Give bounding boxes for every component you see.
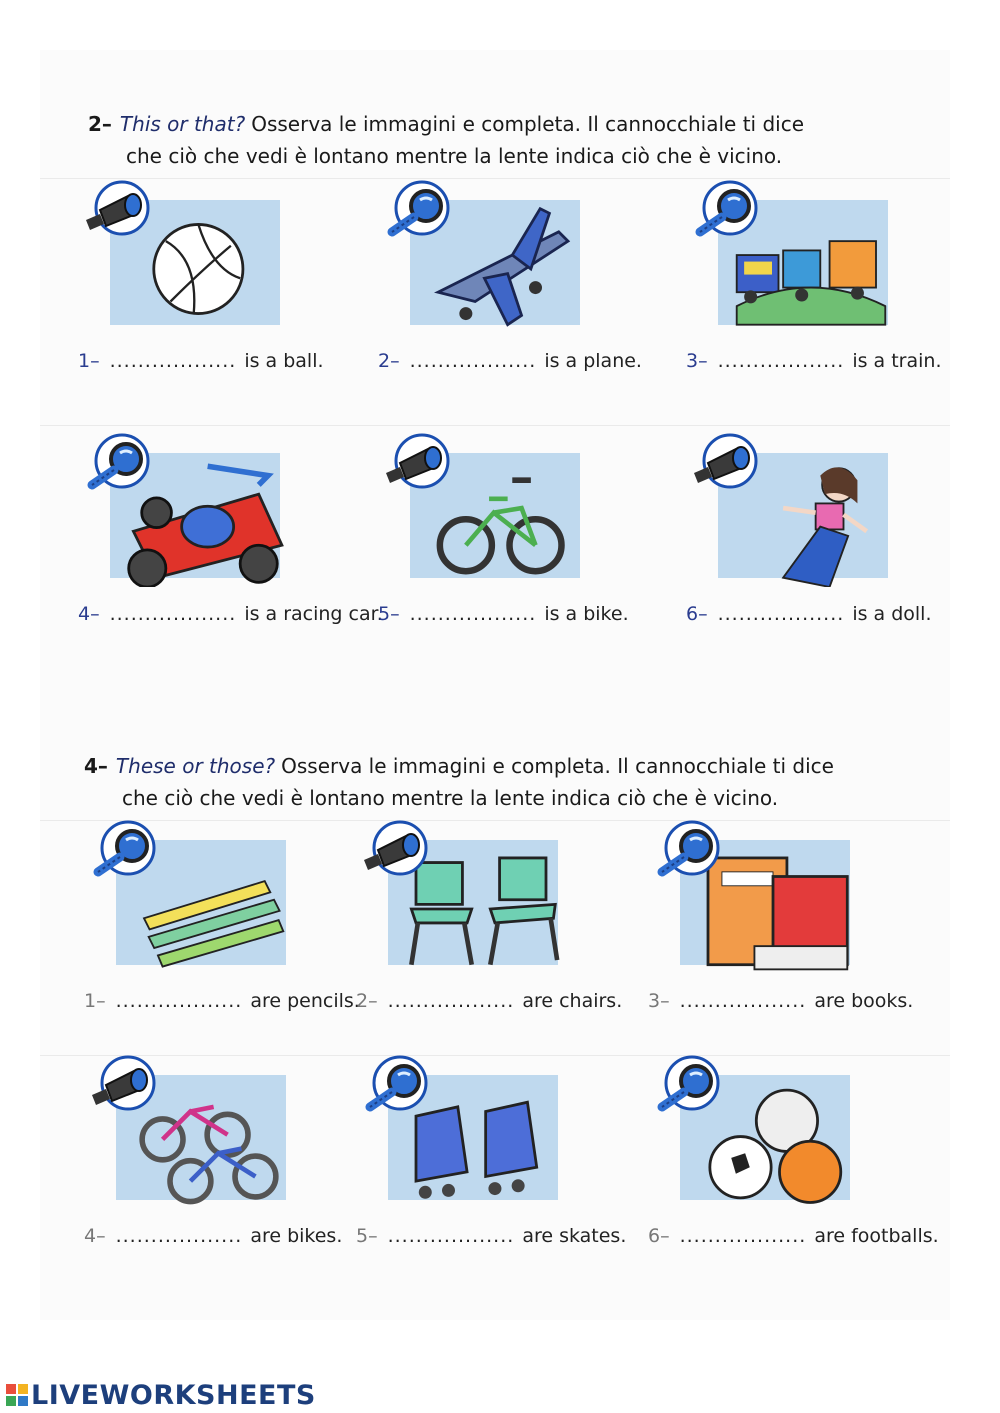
divider — [40, 425, 950, 426]
answer-blank[interactable]: .................. — [409, 603, 537, 625]
sentence-text: are skates. — [522, 1225, 627, 1247]
item-number: 2– — [356, 990, 378, 1012]
sentence-text: is a train. — [852, 350, 942, 372]
sentence-text: are pencils. — [250, 990, 360, 1012]
item-number: 3– — [648, 990, 670, 1012]
section1-item-4 — [78, 433, 383, 663]
item-number: 5– — [378, 603, 400, 625]
sentence-caption — [78, 603, 383, 625]
answer-blank[interactable]: .................. — [115, 1225, 243, 1247]
sentence-caption — [356, 1225, 626, 1247]
answer-blank[interactable]: .................. — [109, 350, 237, 372]
logo-mark-icon — [6, 1384, 28, 1406]
section2-heading — [84, 750, 834, 814]
sentence-text: are chairs. — [522, 990, 623, 1012]
sentence-caption — [78, 350, 324, 372]
section2-question: These or those? — [115, 754, 276, 778]
item-number: 3– — [686, 350, 708, 372]
magnifier-icon — [378, 180, 458, 240]
telescope-icon — [78, 180, 158, 240]
item-number: 6– — [686, 603, 708, 625]
answer-blank[interactable]: .................. — [387, 1225, 515, 1247]
item-number: 2– — [378, 350, 400, 372]
answer-blank[interactable]: .................. — [679, 990, 807, 1012]
sentence-text: is a plane. — [544, 350, 642, 372]
answer-blank[interactable]: .................. — [109, 603, 237, 625]
answer-blank[interactable]: .................. — [717, 603, 845, 625]
sentence-caption — [686, 603, 932, 625]
section1-number: 2– — [88, 112, 112, 136]
telescope-icon — [84, 1055, 164, 1115]
sentence-text: is a ball. — [244, 350, 324, 372]
sentence-text: is a bike. — [544, 603, 629, 625]
telescope-icon — [686, 433, 766, 493]
answer-blank[interactable]: .................. — [115, 990, 243, 1012]
telescope-icon — [378, 433, 458, 493]
logo-text: LIVEWORKSHEETS — [31, 1380, 316, 1411]
sentence-caption — [648, 990, 913, 1012]
sentence-caption — [378, 603, 629, 625]
section2-item-5 — [356, 1055, 646, 1285]
section2-item-3 — [648, 820, 938, 1050]
sentence-caption — [378, 350, 642, 372]
section2-item-4 — [84, 1055, 374, 1285]
answer-blank[interactable]: .................. — [409, 350, 537, 372]
section1-instruction-line1: Osserva le immagini e completa. Il cannocchiale ti dice — [251, 112, 805, 136]
sentence-caption — [356, 990, 622, 1012]
item-number: 4– — [84, 1225, 106, 1247]
sentence-caption — [686, 350, 941, 372]
section2-item-6 — [648, 1055, 938, 1285]
sentence-text: are books. — [814, 990, 914, 1012]
magnifier-icon — [84, 820, 164, 880]
magnifier-icon — [356, 1055, 436, 1115]
sentence-caption — [84, 1225, 342, 1247]
section2-instruction-line1: Osserva le immagini e completa. Il cannocchiale ti dice — [281, 754, 834, 778]
magnifier-icon — [78, 433, 158, 493]
section2-item-2 — [356, 820, 646, 1050]
magnifier-icon — [686, 180, 766, 240]
sentence-caption — [648, 1225, 939, 1247]
section2-instruction-line2: che ciò che vedi è lontano mentre la lente indica ciò che è vicino. — [122, 786, 779, 810]
section1-question: This or that? — [119, 112, 246, 136]
section2-number: 4– — [84, 754, 108, 778]
section1-item-5 — [378, 433, 668, 663]
section1-item-1 — [78, 180, 368, 410]
answer-blank[interactable]: .................. — [387, 990, 515, 1012]
section1-item-3 — [686, 180, 976, 410]
section1-instruction-line2: che ciò che vedi è lontano mentre la lente indica ciò che è vicino. — [126, 144, 783, 168]
item-number: 1– — [84, 990, 106, 1012]
section2-item-1 — [84, 820, 374, 1050]
answer-blank[interactable]: .................. — [717, 350, 845, 372]
answer-blank[interactable]: .................. — [679, 1225, 807, 1247]
item-number: 6– — [648, 1225, 670, 1247]
magnifier-icon — [648, 1055, 728, 1115]
sentence-text: is a racing car. — [244, 603, 383, 625]
telescope-icon — [356, 820, 436, 880]
sentence-caption — [84, 990, 360, 1012]
liveworksheets-logo — [6, 1380, 316, 1411]
section1-item-6 — [686, 433, 976, 663]
divider — [40, 178, 950, 179]
item-number: 5– — [356, 1225, 378, 1247]
section1-heading — [88, 108, 804, 172]
item-number: 4– — [78, 603, 100, 625]
sentence-text: are bikes. — [250, 1225, 343, 1247]
section1-item-2 — [378, 180, 668, 410]
item-number: 1– — [78, 350, 100, 372]
sentence-text: are footballs. — [814, 1225, 939, 1247]
magnifier-icon — [648, 820, 728, 880]
sentence-text: is a doll. — [852, 603, 932, 625]
